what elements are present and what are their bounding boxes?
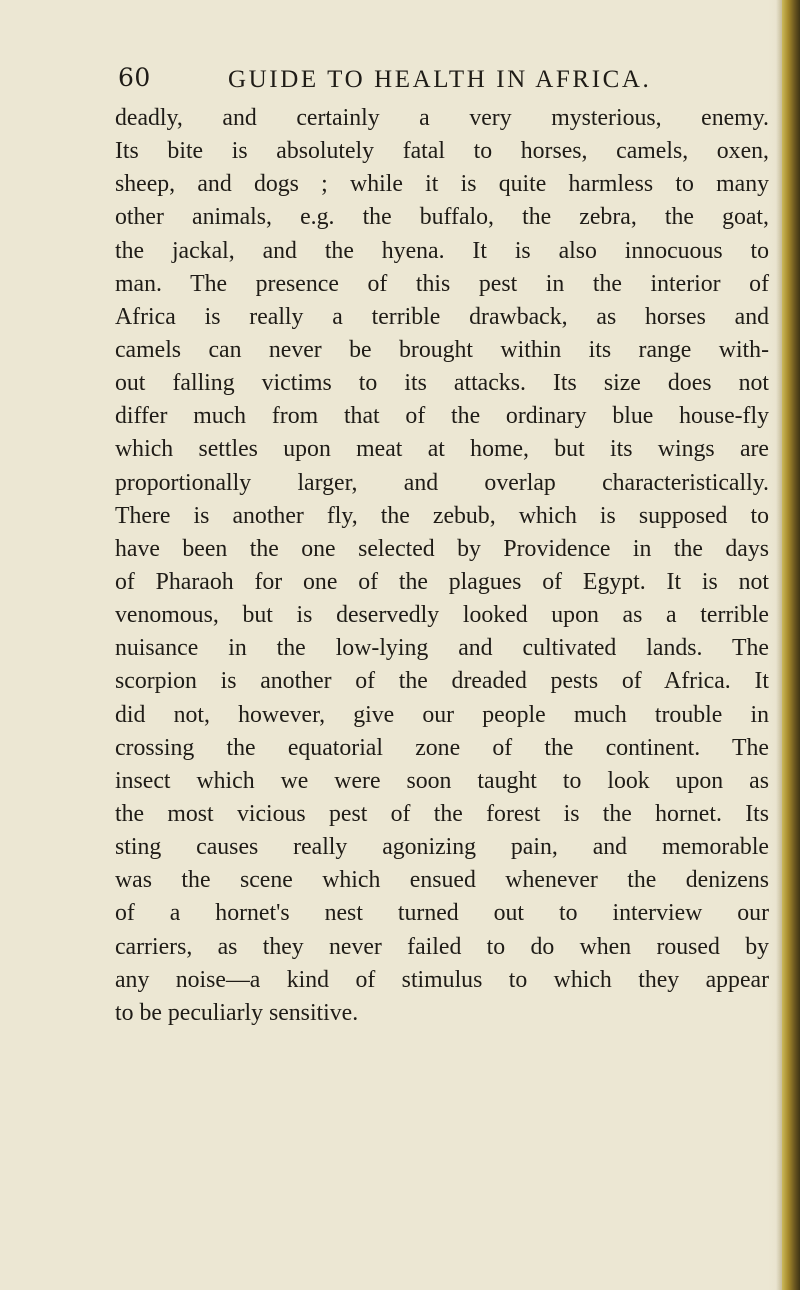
text-line: have been the one selected by Providence in the days xyxy=(115,535,769,562)
text-line: the most vicious pest of the forest is the hornet. Its xyxy=(115,800,769,827)
page-binding-edge xyxy=(782,0,800,1290)
body-text xyxy=(115,102,769,1030)
page-number: 60 xyxy=(118,63,151,92)
page-header xyxy=(0,58,800,102)
text-line: carriers, as they never failed to do when roused by xyxy=(115,933,769,960)
text-line: nuisance in the low-lying and cultivated lands. The xyxy=(115,635,769,662)
text-line: proportionally larger, and overlap characteristically. xyxy=(115,469,769,496)
text-line: of a hornet's nest turned out to interview our xyxy=(115,900,769,927)
text-line: There is another fly, the zebub, which is supposed to xyxy=(115,502,769,529)
text-line: sting causes really agonizing pain, and memorable xyxy=(115,834,769,861)
text-line: crossing the equatorial zone of the continent. The xyxy=(115,734,769,761)
text-line: differ much from that of the ordinary blue house-fly xyxy=(115,403,769,430)
text-line: Africa is really a terrible drawback, as horses and xyxy=(115,303,769,330)
text-line: man. The presence of this pest in the interior of xyxy=(115,270,769,297)
text-line: venomous, but is deservedly looked upon as a terrible xyxy=(115,602,769,629)
text-line: sheep, and dogs ; while it is quite harmless to many xyxy=(115,171,769,198)
running-head: GUIDE TO HEALTH IN AFRICA. xyxy=(228,66,652,93)
text-line: scorpion is another of the dreaded pests of Africa. It xyxy=(115,668,769,695)
text-line: Its bite is absolutely fatal to horses, camels, oxen, xyxy=(115,138,769,165)
text-line: insect which we were soon taught to look upon as xyxy=(115,767,769,794)
text-line: was the scene which ensued whenever the denizens xyxy=(115,867,769,894)
text-line: did not, however, give our people much trouble in xyxy=(115,701,769,728)
text-line: deadly, and certainly a very mysterious, enemy. xyxy=(115,105,769,131)
text-line: other animals, e.g. the buffalo, the zebra, the goat, xyxy=(115,204,769,231)
text-line: camels can never be brought within its range with- xyxy=(115,336,769,363)
text-line: of Pharaoh for one of the plagues of Egypt. It is not xyxy=(115,568,769,595)
text-line: the jackal, and the hyena. It is also innocuous to xyxy=(115,237,769,264)
text-line: out falling victims to its attacks. Its size does not xyxy=(115,370,769,397)
text-line: any noise—a kind of stimulus to which they appear xyxy=(115,966,769,993)
text-line-last: to be peculiarly sensitive. xyxy=(115,999,359,1026)
text-line: which settles upon meat at home, but its wings are xyxy=(115,436,769,463)
